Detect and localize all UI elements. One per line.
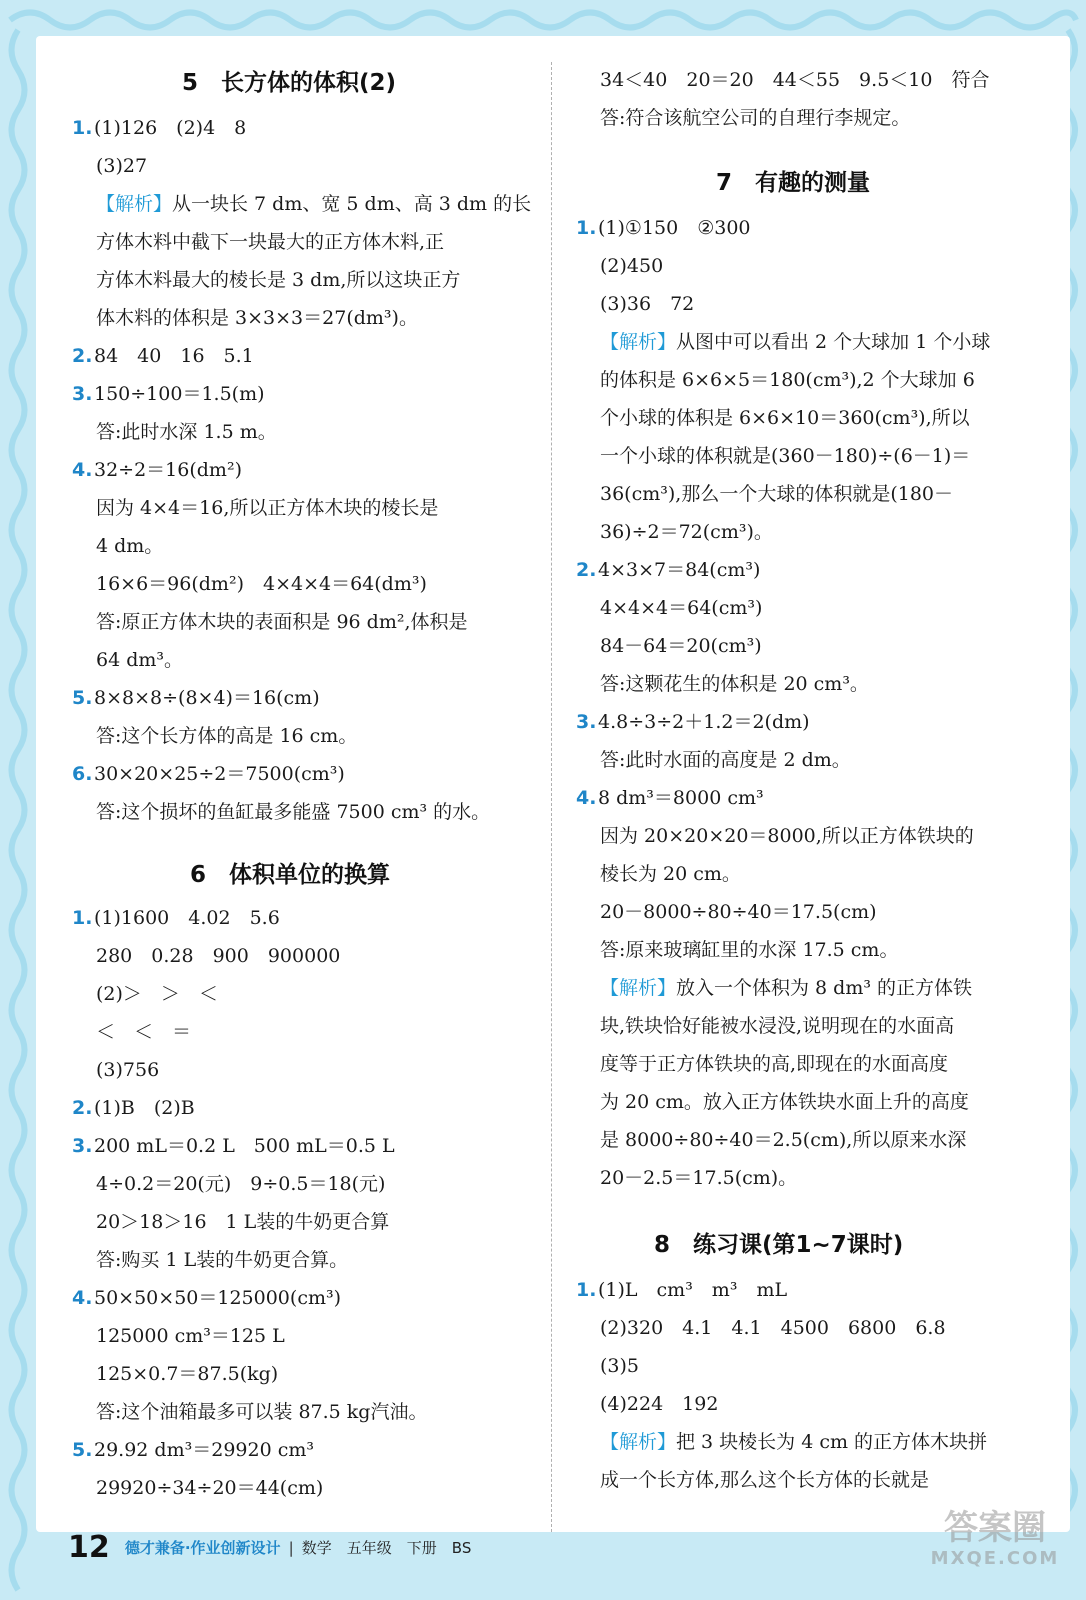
answer-line: 2.4×3×7＝84(cm³) — [576, 559, 761, 581]
watermark-logo: 答案圈 MXQE.COM — [930, 1508, 1060, 1569]
question-number: 3. — [72, 1135, 93, 1157]
answer-line: 34＜40 20＝20 44＜55 9.5＜10 符合 — [600, 69, 990, 91]
brand-name: 德才兼备·作业创新设计 — [124, 1539, 281, 1557]
answer-line: 答:此时水深 1.5 m。 — [96, 421, 277, 443]
question-number: 3. — [72, 383, 93, 405]
explanation-line: 一个小球的体积就是(360－180)÷(6－1)＝ — [600, 445, 971, 467]
answer-line: 64 dm³。 — [96, 649, 184, 671]
question-number: 1. — [576, 217, 597, 239]
answer-line: 4.8 dm³＝8000 cm³ — [576, 787, 764, 809]
answer-line: (2)＞ ＞ ＜ — [96, 983, 218, 1005]
explanation-line: 【解析】把 3 块棱长为 4 cm 的正方体木块拼 — [600, 1431, 988, 1453]
section-title-8: 8 练习课(第1~7课时) — [654, 1232, 904, 1258]
answer-line: (4)224 192 — [600, 1393, 719, 1415]
explanation-line: 块,铁块恰好能被水浸没,说明现在的水面高 — [600, 1015, 955, 1037]
answer-line: 84－64＝20(cm³) — [600, 635, 762, 657]
answer-line: 4.50×50×50＝125000(cm³) — [72, 1287, 342, 1309]
answer-line: 答:符合该航空公司的自理行李规定。 — [600, 107, 911, 129]
answer-line: 答:这个油箱最多可以装 87.5 kg汽油。 — [96, 1401, 428, 1423]
question-number: 4. — [72, 1287, 93, 1309]
answer-line: 280 0.28 900 900000 — [96, 945, 341, 967]
answer-line: 1.(1)L cm³ m³ mL — [576, 1279, 788, 1301]
section-title-7: 7 有趣的测量 — [716, 170, 871, 196]
explanation-line: 【解析】从图中可以看出 2 个大球加 1 个小球 — [600, 331, 991, 353]
question-number: 1. — [576, 1279, 597, 1301]
answer-line: 3.200 mL＝0.2 L 500 mL＝0.5 L — [72, 1135, 395, 1157]
answer-line: 3.150÷100＝1.5(m) — [72, 383, 265, 405]
question-number: 2. — [576, 559, 597, 581]
section-title-5: 5 长方体的体积(2) — [182, 70, 397, 96]
explanation-line: 是 8000÷80÷40＝2.5(cm),所以原来水深 — [600, 1129, 967, 1151]
explanation-line: 的体积是 6×6×5＝180(cm³),2 个大球加 6 — [600, 369, 975, 391]
answer-line: 1.(1)126 (2)4 8 — [72, 117, 247, 139]
answer-line: 4÷0.2＝20(元) 9÷0.5＝18(元) — [96, 1173, 386, 1195]
answer-line: (3)756 — [96, 1059, 160, 1081]
answer-line: 答:原来玻璃缸里的水深 17.5 cm。 — [600, 939, 899, 961]
answer-line: 答:这个损坏的鱼缸最多能盛 7500 cm³ 的水。 — [96, 801, 491, 823]
explanation-line: 36)÷2＝72(cm³)。 — [600, 521, 773, 543]
explanation-line: 成一个长方体,那么这个长方体的长就是 — [600, 1469, 930, 1491]
explanation-line: 方体木料中截下一块最大的正方体木料,正 — [96, 231, 445, 253]
explanation-line: 体木料的体积是 3×3×3＝27(dm³)。 — [96, 307, 418, 329]
answer-line: 2.(1)B (2)B — [72, 1097, 195, 1119]
section-title-6: 6 体积单位的换算 — [190, 862, 391, 888]
explanation-line: 度等于正方体铁块的高,即现在的水面高度 — [600, 1053, 949, 1075]
answer-line: 20＞18＞16 1 L装的牛奶更合算 — [96, 1211, 390, 1233]
explanation-line: 个小球的体积是 6×6×10＝360(cm³),所以 — [600, 407, 970, 429]
answer-line: 125000 cm³＝125 L — [96, 1325, 285, 1347]
question-number: 3. — [576, 711, 597, 733]
answer-line: 答:此时水面的高度是 2 dm。 — [600, 749, 851, 771]
answer-line: 5.8×8×8÷(8×4)＝16(cm) — [72, 687, 320, 709]
answer-line: (2)320 4.1 4.1 4500 6800 6.8 — [600, 1317, 946, 1339]
answer-line: 20－8000÷80÷40＝17.5(cm) — [600, 901, 877, 923]
answer-line: 5.29.92 dm³＝29920 cm³ — [72, 1439, 314, 1461]
answer-line: 4 dm。 — [96, 535, 164, 557]
answer-line: 16×6＝96(dm²) 4×4×4＝64(dm³) — [96, 573, 427, 595]
explanation-line: 方体木料最大的棱长是 3 dm,所以这块正方 — [96, 269, 461, 291]
answer-line: (3)27 — [96, 155, 148, 177]
answer-line: ＜ ＜ ＝ — [96, 1021, 192, 1043]
answer-line: 2.84 40 16 5.1 — [72, 345, 254, 367]
answer-line: 答:原正方体木块的表面积是 96 dm²,体积是 — [96, 611, 468, 633]
answer-line: 6.30×20×25÷2＝7500(cm³) — [72, 763, 345, 785]
explanation-tag: 【解析】 — [600, 1431, 677, 1453]
answer-line: (2)450 — [600, 255, 664, 277]
question-number: 1. — [72, 907, 93, 929]
question-number: 2. — [72, 1097, 93, 1119]
answer-line: 3.4.8÷3÷2＋1.2＝2(dm) — [576, 711, 810, 733]
answer-line: (3)5 — [600, 1355, 640, 1377]
answer-line: 125×0.7＝87.5(kg) — [96, 1363, 279, 1385]
explanation-line: 为 20 cm。放入正方体铁块水面上升的高度 — [600, 1091, 969, 1113]
answer-line: 答:这个长方体的高是 16 cm。 — [96, 725, 358, 747]
answer-line: 因为 4×4＝16,所以正方体木块的棱长是 — [96, 497, 439, 519]
answer-line: (3)36 72 — [600, 293, 695, 315]
answer-line: 答:购买 1 L装的牛奶更合算。 — [96, 1249, 349, 1271]
answer-line: 1.(1)1600 4.02 5.6 — [72, 907, 280, 929]
answer-line: 1.(1)①150 ②300 — [576, 217, 751, 239]
subject-grade: 数学 五年级 下册 BS — [301, 1539, 472, 1557]
question-number: 4. — [72, 459, 93, 481]
question-number: 5. — [72, 687, 93, 709]
explanation-line: 20－2.5＝17.5(cm)。 — [600, 1167, 798, 1189]
question-number: 5. — [72, 1439, 93, 1461]
explanation-line: 【解析】放入一个体积为 8 dm³ 的正方体铁 — [600, 977, 973, 999]
footer-separator: | — [288, 1538, 294, 1557]
column-divider — [551, 62, 552, 1532]
answer-line: 因为 20×20×20＝8000,所以正方体铁块的 — [600, 825, 974, 847]
explanation-tag: 【解析】 — [600, 977, 677, 999]
question-number: 1. — [72, 117, 93, 139]
explanation-line: 36(cm³),那么一个大球的体积就是(180－ — [600, 483, 953, 505]
explanation-line: 【解析】从一块长 7 dm、宽 5 dm、高 3 dm 的长 — [96, 193, 532, 215]
answer-line: 4×4×4＝64(cm³) — [600, 597, 763, 619]
page-number: 12 — [68, 1530, 110, 1565]
answer-line: 棱长为 20 cm。 — [600, 863, 741, 885]
question-number: 2. — [72, 345, 93, 367]
explanation-tag: 【解析】 — [600, 331, 677, 353]
question-number: 6. — [72, 763, 93, 785]
answer-line: 答:这颗花生的体积是 20 cm³。 — [600, 673, 869, 695]
answer-line: 4.32÷2＝16(dm²) — [72, 459, 242, 481]
question-number: 4. — [576, 787, 597, 809]
explanation-tag: 【解析】 — [96, 193, 173, 215]
page-footer — [68, 1530, 471, 1570]
answer-line: 29920÷34÷20＝44(cm) — [96, 1477, 324, 1499]
